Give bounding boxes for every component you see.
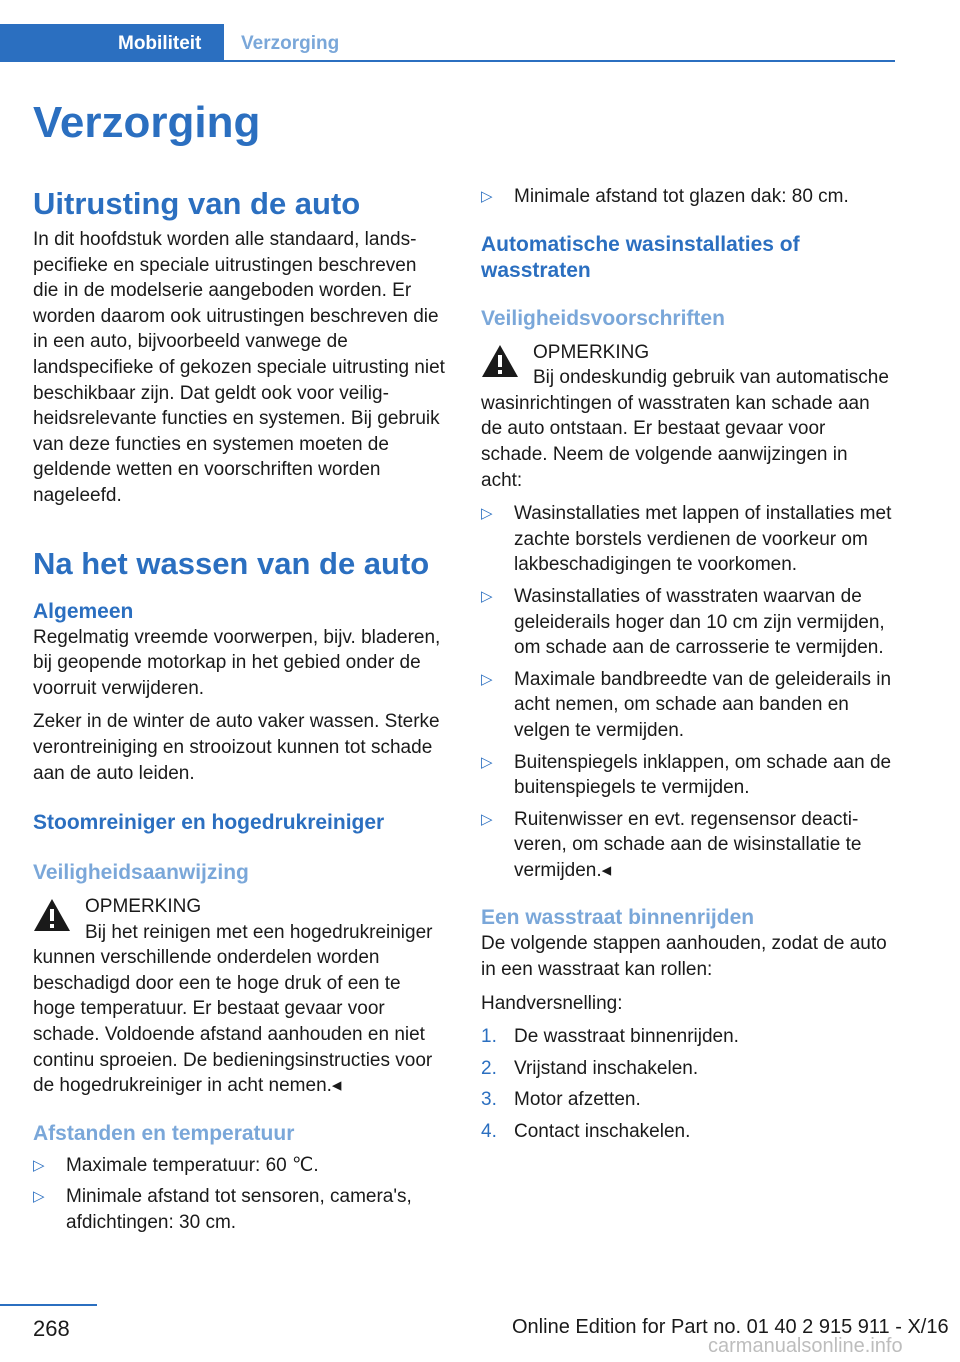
triangle-right-icon: ▷ [33, 1156, 45, 1174]
warning-title: OPMERKING [533, 341, 650, 363]
enter-text: De volgende stappen aanhouden, zodat de auto in een wasstraat kan rollen: [481, 933, 887, 981]
warning-triangle-icon [33, 897, 71, 933]
left-column [33, 185, 445, 1236]
right-column [481, 184, 893, 1145]
warning-title: OPMERKING [85, 896, 202, 918]
chapter-title: Verzorging [33, 98, 261, 147]
manual-transmission-label: Handversnelling: [481, 992, 623, 1014]
triangle-right-icon: ▷ [481, 670, 493, 688]
steps-list [481, 1024, 893, 1144]
list-item: 1. De wasstraat binnenrijden. [481, 1026, 739, 1048]
carwash-rules-list [481, 501, 893, 883]
heading-safety-notice: Veiligheidsaanwijzing [33, 861, 249, 885]
distances-list-continued [481, 184, 893, 210]
heading-safety-rules: Veiligheidsvoorschriften [481, 306, 725, 330]
heading-enter-carwash: Een wasstraat binnenrijden [481, 906, 755, 930]
page-number: 268 [33, 1316, 70, 1341]
list-item: ▷ Buitenspiegels inklappen, om schade aan de buitenspiegels te vermijden. [481, 751, 892, 799]
header-tab-label: Mobiliteit [118, 33, 202, 54]
heading-general: Algemeen [33, 599, 134, 623]
heading-equipment: Uitrusting van de auto [33, 186, 361, 221]
list-item: 3. Motor afzetten. [481, 1089, 641, 1111]
triangle-right-icon: ▷ [481, 188, 493, 205]
list-item: ▷ Wasinstallaties met lappen of installaties met zachte borstels verdienen de voorkeur om lakbeschadigingen te voorkomen. [481, 503, 892, 576]
heading-carwash: Automatische wasinstallaties of wasstraten [481, 232, 800, 282]
list-item: ▷ Minimale afstand tot sensoren, camera's, afdichtingen: 30 cm. [33, 1186, 412, 1234]
warning-block [33, 894, 445, 1099]
list-item: 2. Vrijstand inschakelen. [481, 1057, 699, 1079]
warning-body: Bij ondeskundig gebruik van automatische wasinrichtingen of wasstraten kan schade aan de auto ontstaan. Er bestaat gevaar voor schade. Neem de volgende aanwijzingen in acht: [481, 367, 889, 491]
header-rule [0, 60, 895, 62]
equipment-text: In dit hoofdstuk worden alle standaard, landspecifieke en speciale uitrustingen beschreven die in de modelserie aangeboden worden. Er worden daarom ook uitrustingen beschreven die in een auto, bijvoorbeeld vanwege de landspecifieke of gekozen speciale uitrusting niet beschikbaar zijn. Dat geldt ook voor veiligheidsrelevante functies en systemen. Bij gebruik van deze functies en systemen moeten de geldende wetten en voorschriften worden nageleefd. [33, 229, 445, 506]
triangle-right-icon: ▷ [481, 505, 493, 523]
triangle-right-icon: ▷ [481, 753, 493, 771]
distances-list [33, 1153, 445, 1236]
triangle-right-icon: ▷ [481, 587, 493, 605]
heading-distances: Afstanden en temperatuur [33, 1121, 295, 1145]
heading-after-wash: Na het wassen van de auto [33, 545, 430, 581]
list-item: 4. Contact inschakelen. [481, 1121, 691, 1143]
watermark: carmanualsonline.info [708, 1335, 903, 1357]
list-item: ▷ Maximale bandbreedte van de geleiderails in acht nemen, om schade aan banden en velgen te vermijden. [481, 668, 892, 741]
general-paragraph-2: Zeker in de winter de auto vaker wassen. Sterke verontreiniging en strooizout kunnen tot schade aan de auto leiden. [33, 711, 440, 784]
list-item: ▷ Wasinstallaties of wasstraten waarvan de geleiderails hoger dan 10 cm zijn vermijden, om schade aan de carrosserie te vermijden. [481, 585, 885, 659]
warning-body: Bij het reinigen met een hogedrukreiniger kunnen verschillende onderdelen worden beschadigd door een te hoge druk of een te hoge temperatuur. Er bestaat gevaar voor schade. Voldoende afstand aanhouden en niet continu sproeien. De bedieningsinstructies voor de hogedrukreiniger in acht nemen.◂ [33, 921, 433, 1097]
list-item: ▷ Minimale afstand tot glazen dak: 80 cm. [481, 184, 893, 210]
warning-triangle-icon [481, 343, 519, 379]
triangle-right-icon: ▷ [33, 1188, 45, 1206]
warning-block [481, 340, 893, 494]
edition-note: Online Edition for Part no. 01 40 2 915 911 - X/16 [512, 1316, 949, 1338]
list-item: ▷ Ruitenwisser en evt. regensensor deactiveren, om schade aan de wisinstallatie te vermijden.◂ [481, 808, 862, 881]
list-item: ▷ Maximale temperatuur: 60 ℃. [33, 1153, 445, 1179]
triangle-right-icon: ▷ [481, 810, 493, 828]
header-section-label: Verzorging [241, 33, 340, 54]
general-paragraph-1: Regelmatig vreemde voorwerpen, bijv. bladeren, bij geopende motorkap in het gebied onder de voorruit verwijderen. [33, 626, 441, 699]
heading-steam-cleaner: Stoomreiniger en hogedrukreiniger [33, 811, 385, 835]
footer-rule [0, 1304, 97, 1306]
